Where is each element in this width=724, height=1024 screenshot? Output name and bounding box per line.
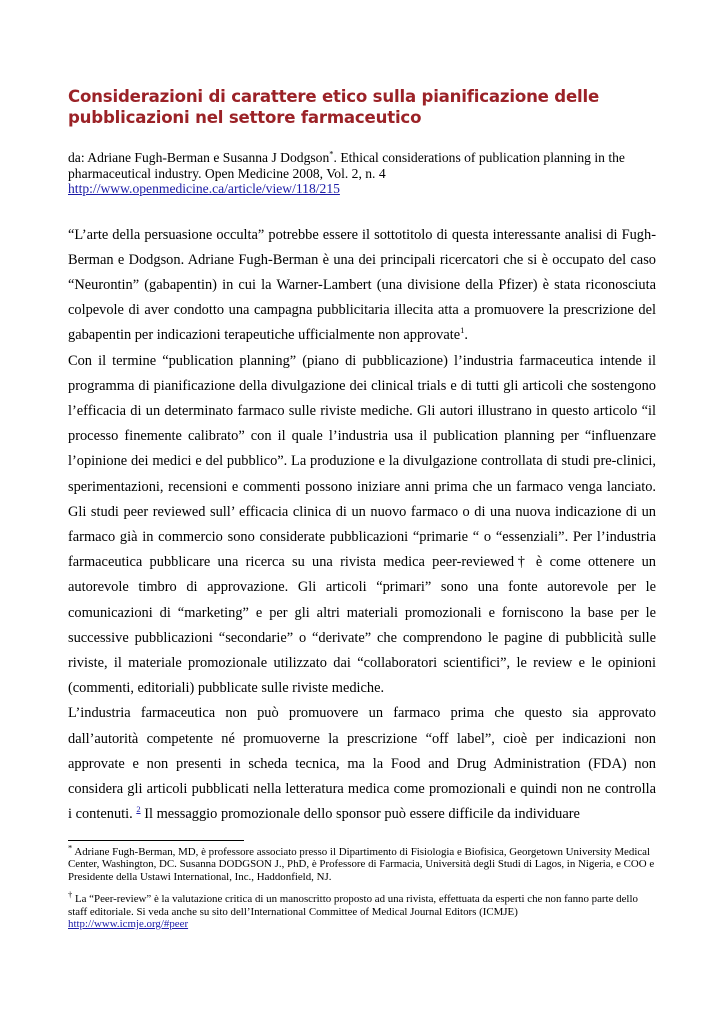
paragraph-publication-planning-text-b: è come ottenere un autorevole timbro di approvazione. Gli articoli “primari” sono una fonte autorevole per le comunicazioni di “marketing” e per gli altri materiali promozionali e forniscono la base per le successive pubblicazioni “secondarie” o “derivate” che comprendono le pagine di pubblicità sulle riviste, il materiale promozionale utilizzato dai “collaboratori scientifici”, le review e le opinioni (commenti, editoriali) pubblicate sulle riviste mediche. xyxy=(68,554,656,697)
footnote-ref-2[interactable]: 2 xyxy=(136,804,141,815)
source-citation xyxy=(68,150,656,197)
paragraph-intro xyxy=(68,223,656,349)
footnotes-section xyxy=(68,842,656,940)
footnote-authors-text: Adriane Fugh-Berman, MD, è professore associato presso il Dipartimento di Fisiologia e Biofisica, Georgetown University Medical Center, Washington, DC. Susanna DODGSON J., PhD, è Professore di Farmacia, Università degli Studi di Lagos, in Nigeria, e COO e Presidente della Ustawi International, Inc., Haddonfield, NJ. xyxy=(68,846,655,883)
footnote-authors xyxy=(68,842,656,883)
footnote-ref-1[interactable]: 1 xyxy=(460,325,465,336)
icmje-link[interactable]: http://www.icmje.org/#peer xyxy=(68,918,189,931)
footnote-separator xyxy=(68,840,244,841)
paragraph-publication-planning xyxy=(68,349,656,702)
footnote-peer-review-mark: † xyxy=(68,889,73,900)
source-reference: . Ethical considerations of publication planning in the pharmaceutical industry. Open Medicine 2008, Vol. 2, n. 4 xyxy=(68,150,625,181)
footnote-peer-review xyxy=(68,889,656,931)
author-footnote-mark[interactable]: * xyxy=(329,148,334,159)
source-authors: da: Adriane Fugh-Berman e Susanna J Dodgson xyxy=(68,150,330,165)
paragraph-off-label-text-a: L’industria farmaceutica non può promuovere un farmaco prima che questo sia approvato dall’autorità competente né promuoverne la prescrizione “off label”, cioè per indicazioni non approvate e non presenti in scheda tecnica, ma la Food and Drug Administration (FDA) non considera gli articoli pubblicati nella letteratura medica come promozionali e quindi non ne controlla i contenuti. xyxy=(68,705,656,823)
source-url-link[interactable]: http://www.openmedicine.ca/article/view/118/215 xyxy=(68,181,340,196)
footnote-authors-mark: * xyxy=(68,842,73,853)
main-content xyxy=(68,86,656,827)
paragraph-intro-end: . xyxy=(464,327,468,344)
paragraph-publication-planning-text-a: Con il termine “publication planning” (piano di pubblicazione) l’industria farmaceutica intende il programma di pianificazione della divulgazione dei clinical trials e di tutti gli articoli che sostengono l’efficacia di un determinato farmaco sulle riviste mediche. Gli autori illustrano in questo articolo “il processo finemente calibrato” con il quale l’industria usa il publication planning per “influenzare l’opinione dei medici e del pubblico”. La produzione e la divulgazione controllata di studi pre-clinici, sperimentazioni, recensioni e commenti possono iniziare anni prima che un farmaco venga lanciato. Gli studi peer reviewed sull’ efficacia clinica di un nuovo farmaco o di una nuova indicazione di un farmaco già in commercio sono considerate pubblicazioni “primarie “ o “essenziali”. Per l’industria farmaceutica pubblicare una ricerca su una rivista medica peer-reviewed xyxy=(68,352,656,571)
paragraph-off-label xyxy=(68,701,656,827)
paragraph-off-label-text-b: Il messaggio promozionale dello sponsor può essere difficile da individuare xyxy=(140,806,580,823)
paragraph-intro-text: “L’arte della persuasione occulta” potrebbe essere il sottotitolo di questa interessante analisi di Fugh-Berman e Dodgson. Adriane Fugh-Berman è una dei principali ricercatori che si è occupato del caso “Neurontin” (gabapentin) in cui la Warner-Lambert (una divisione della Pfizer) è stata riconosciuta colpevole di aver condotto una campagna pubblicitaria illecita atta a promuovere la prescrizione del gabapentin per indicazioni terapeutiche ufficialmente non approvate xyxy=(68,226,656,344)
peer-review-footnote-mark[interactable]: † xyxy=(514,554,529,571)
footnote-peer-review-text: La “Peer-review” è la valutazione critica di un manoscritto proposto ad una rivista, effettuata da esperti che non fanno parte dello staff editoriale. Si veda anche su sito dell’International Committee of Medical Journal Editors (ICMJE) xyxy=(68,893,638,918)
document-title: Considerazioni di carattere etico sulla pianificazione delle pubblicazioni nel settore farmaceutico xyxy=(68,87,600,127)
